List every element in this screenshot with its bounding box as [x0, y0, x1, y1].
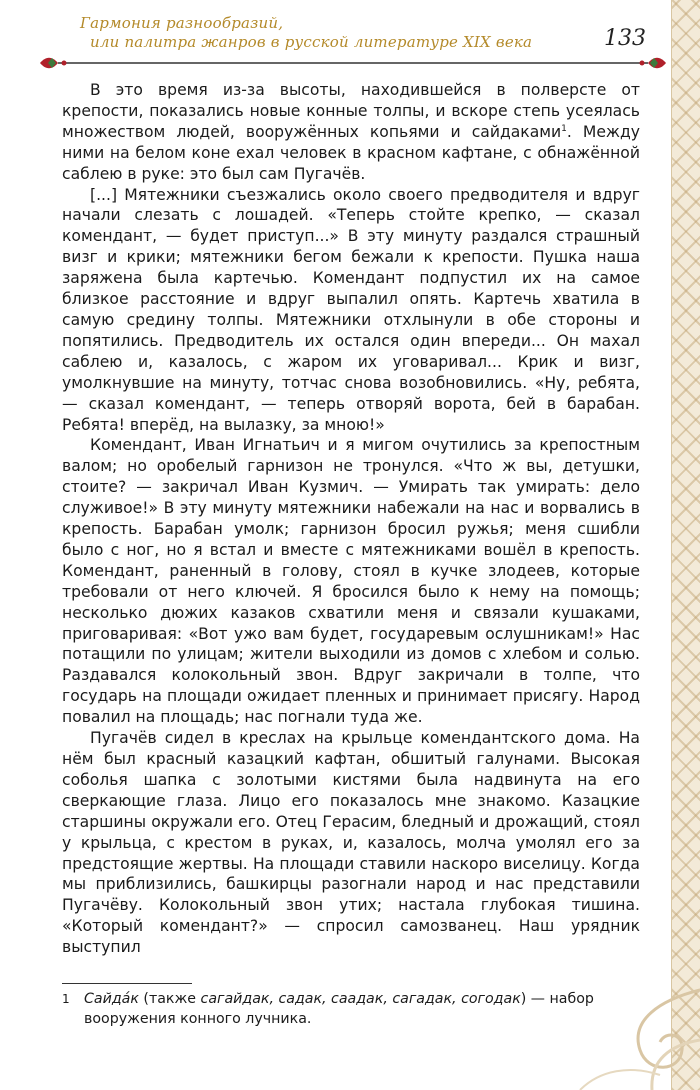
decorative-side-border: [671, 0, 700, 1090]
footnote-text: [84, 990, 634, 1029]
footnote-divider: [62, 983, 192, 984]
footnote-term: Сайда́к: [84, 991, 139, 1007]
footnote: [62, 990, 640, 1029]
main-text: [62, 80, 640, 958]
running-title-line1: Гармония разнообразий,: [80, 14, 284, 32]
footnote-definition: ) — набор вооружения конного лучника.: [84, 991, 594, 1027]
paragraph-2: [...] Мятежники съезжались около своего предводителя и вдруг начали слезать с лошадей. «Теперь стойте крепко, — сказал комендант, — будет приступ...» В эту минуту раздался страшный визг и крики; мятежники бегом бежали к крепости. Пушка наша заряжена была картечью. Комендант подпустил их на самое близкое расстояние и вдруг выпалил опять. Картечь хватила в самую средину толпы. Мятежники отхлынули в обе стороны и попятились. Предводитель их остался один впереди... Он махал саблею и, казалось, с жаром их уговаривал... Крик и визг, умолкнувшие на минуту, тотчас снова возобновились. «Ну, ребята, — сказал комендант, — теперь отворяй ворота, бей в барабан. Ребята! вперёд, на вылазку, за мною!»: [62, 185, 640, 434]
footnote-mark: 1: [62, 992, 70, 1006]
left-flower-ornament-icon: [40, 58, 67, 69]
paragraph-1-text-a: В это время из-за высоты, находившейся в полверсте от крепости, показались новые конные толпы, и вскоре степь усеялась множеством людей, вооружённых копьями и сайдаками: [62, 81, 640, 141]
footnote-reference: 1: [561, 123, 567, 134]
paragraph-3: Комендант, Иван Игнатьич и я мигом очутились за крепостным валом; но оробелый гарнизон не тронулся. «Что ж вы, детушки, стоите? — закричал Иван Кузмич. — Умирать так умирать: дело служивое!» В эту минуту мятежники набежали на нас и ворвались в крепость. Барабан умолк; гарнизон бросил ружья; меня сшибли было с ног, но я встал и вместе с мятежниками вошёл в крепость. Комендант, раненный в голову, стоял в кучке злодеев, которые требовали от него ключей. Я бросился было к нему на помощь; несколько дюжих казаков схватили меня и связали кушаками, приговаривая: «Вот ужо вам будет, государевым ослушникам!» Нас потащили по улицам; жители выходили из домов с хлебом и солью. Раздавался колокольный звон. Вдруг закричали в толпе, что государь на площади ожидает пленных и принимает присягу. Народ повалил на площадь; нас погнали туда же.: [62, 436, 640, 727]
running-title-line2: или палитра жанров в русской литературе XIX века: [90, 33, 533, 51]
footnote-variants: сагайдак, садак, саадак, сагадак, согодак: [200, 991, 521, 1007]
footnote-open: (также: [143, 991, 196, 1007]
paragraph-1: [62, 80, 640, 185]
header-ornament-rule: [38, 52, 668, 74]
paragraph-4: Пугачёв сидел в креслах на крыльце комендантского дома. На нём был красный казацкий кафтан, обшитый галунами. Высокая соболья шапка с золотыми кистями была надвинута на его сверкающие глаза. Лицо его показалось мне знакомо. Казацкие старшины окружали его. Отец Герасим, бледный и дрожащий, стоял у крыльца, с крестом в руках, и, казалось, молча умолял его за предстоящие жертвы. На площади ставили наскоро виселицу. Когда мы приблизились, башкирцы разогнали народ и нас представили Пугачёву. Колокольный звон утих; настала глубокая тишина. «Который комендант?» — спросил самозванец. Наш урядник выступил: [62, 729, 640, 957]
right-flower-ornament-icon: [640, 58, 667, 69]
paragraph-1-text-b: . Между ними на белом коне ехал человек в красном кафтане, с обнажённой саблею в руке: это был сам Пугачёв.: [62, 122, 640, 183]
page-number: 133: [604, 26, 646, 51]
running-head: [80, 14, 540, 52]
